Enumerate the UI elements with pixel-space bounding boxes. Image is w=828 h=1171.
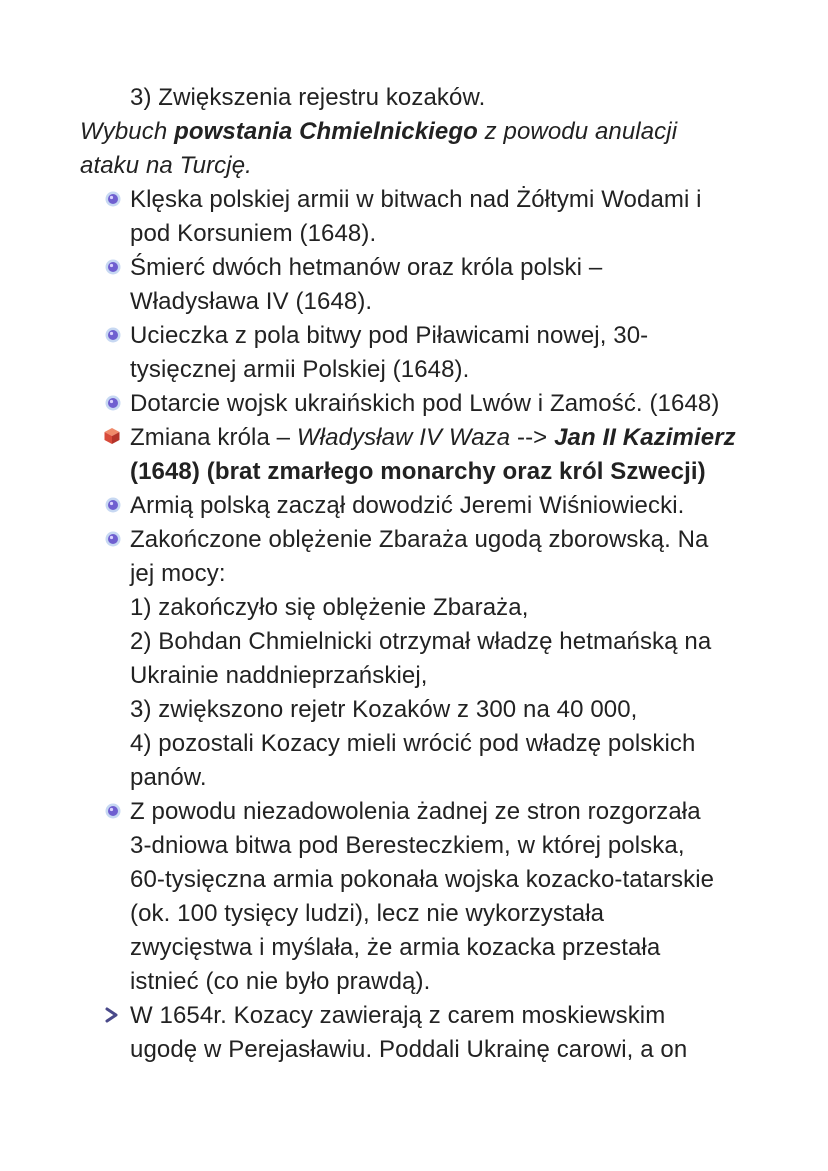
dot-bullet-icon — [103, 801, 123, 821]
list-item: 60-tysięczna armia pokonała wojska kozacko-tatarskie — [130, 866, 715, 893]
dot-bullet-icon — [103, 495, 123, 515]
list-item: 4) pozostali Kozacy mieli wrócić pod władzę polskich — [130, 730, 696, 757]
list-item: (ok. 100 tysięcy ludzi), lecz nie wykorzystała — [130, 900, 605, 927]
dot-bullet-icon — [103, 257, 123, 277]
list-item-king-change — [130, 421, 736, 455]
arrow-text: --> — [510, 424, 555, 451]
list-item: 3-dniowa bitwa pod Beresteczkiem, w której polska, — [130, 832, 685, 859]
paragraph-cause — [80, 115, 677, 149]
list-item: W 1654r. Kozacy zawierają z carem moskiewskim — [130, 1002, 666, 1029]
dot-bullet-icon — [103, 393, 123, 413]
paragraph-cause-line2: ataku na Turcję. — [80, 152, 252, 179]
cause-text-cont: z powodu anulacji — [477, 118, 678, 145]
cause-bold: powstania Chmielnickiego — [174, 118, 478, 145]
new-king: Jan II Kazimierz — [554, 424, 736, 451]
list-item: pod Korsuniem (1648). — [130, 220, 377, 247]
list-item: panów. — [130, 764, 207, 791]
list-item-3: 3) Zwiększenia rejestru kozaków. — [130, 84, 486, 111]
cause-text: Wybuch — [80, 118, 175, 145]
list-item: Ucieczka z pola bitwy pod Piławicami nowej, 30- — [130, 322, 649, 349]
list-item: istnieć (co nie było prawdą). — [130, 968, 431, 995]
list-item: Śmierć dwóch hetmanów oraz króla polski – — [130, 254, 603, 281]
dot-bullet-icon — [103, 325, 123, 345]
list-item: Władysława IV (1648). — [130, 288, 373, 315]
cube-bullet-icon — [102, 426, 122, 446]
list-item: Armią polską zaczął dowodzić Jeremi Wiśniowiecki. — [130, 492, 685, 519]
list-item: Dotarcie wojsk ukraińskich pod Lwów i Zamość. (1648) — [130, 390, 720, 417]
list-item: zwycięstwa i myślała, że armia kozacka przestała — [130, 934, 661, 961]
list-item: Z powodu niezadowolenia żadnej ze stron rozgorzała — [130, 798, 701, 825]
list-item: 1) zakończyło się oblężenie Zbaraża, — [130, 594, 529, 621]
list-item: tysięcznej armii Polskiej (1648). — [130, 356, 470, 383]
old-king: Władysław IV Waza — [296, 424, 511, 451]
dot-bullet-icon — [103, 529, 123, 549]
list-item: ugodę w Perejasławiu. Poddali Ukrainę carowi, a on — [130, 1036, 688, 1063]
dot-bullet-icon — [103, 189, 123, 209]
king-change-prefix: Zmiana króla – — [130, 424, 297, 451]
list-item: jej mocy: — [130, 560, 226, 587]
list-item: Klęska polskiej armii w bitwach nad Żółtymi Wodami i — [130, 186, 702, 213]
list-item: 3) zwiększono rejetr Kozaków z 300 na 40 000, — [130, 696, 638, 723]
list-item: 2) Bohdan Chmielnicki otrzymał władzę hetmańską na — [130, 628, 712, 655]
list-item: Ukrainie naddnieprzańskiej, — [130, 662, 428, 689]
list-item: Zakończone oblężenie Zbaraża ugodą zborowską. Na — [130, 526, 709, 553]
arrow-bullet-icon — [102, 1005, 122, 1025]
list-item-king-change-line2: (1648) (brat zmarłego monarchy oraz król Szwecji) — [130, 458, 706, 485]
